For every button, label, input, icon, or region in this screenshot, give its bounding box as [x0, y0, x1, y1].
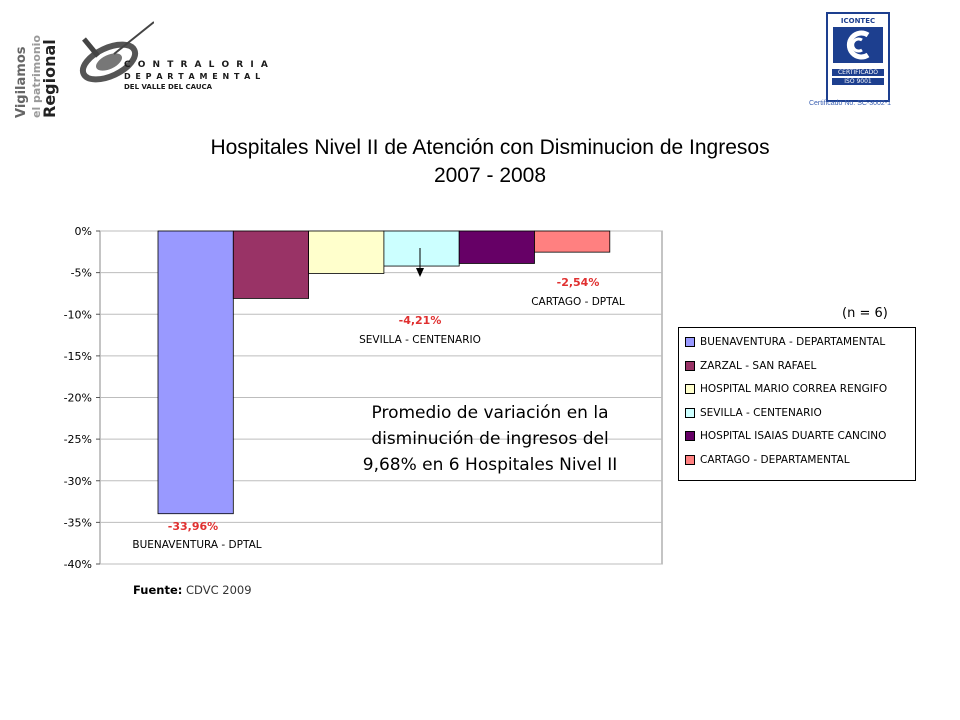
legend-item: [685, 381, 887, 397]
data-name-label: SEVILLA - CENTENARIO: [359, 334, 481, 346]
y-tick-label: -15%: [63, 349, 92, 363]
cert-caption: Certificado No. SC-3002-1: [808, 100, 892, 107]
vertical-slogan-3: Regional: [40, 39, 59, 118]
note-line-3: 9,68% en 6 Hospitales Nivel II: [362, 455, 618, 475]
legend-swatch: [685, 337, 695, 347]
bar: [459, 231, 534, 263]
legend-label: HOSPITAL MARIO CORREA RENGIFO: [700, 383, 888, 395]
data-value-label: -2,54%: [556, 276, 600, 289]
data-value-label: -4,21%: [398, 314, 442, 327]
legend-label: BUENAVENTURA - DEPARTAMENTAL: [700, 336, 886, 348]
legend-label: ZARZAL - SAN RAFAEL: [700, 359, 817, 372]
note-line-1: Promedio de variación en la: [371, 403, 609, 423]
y-tick-label: -10%: [63, 308, 92, 322]
cert-top-label: ICONTEC: [840, 17, 876, 25]
legend-swatch: [685, 384, 695, 394]
legend-swatch: [685, 455, 695, 465]
source-text: CDVC 2009: [186, 583, 252, 597]
legend-label: CARTAGO - DEPARTAMENTAL: [700, 453, 850, 466]
chart-title-line-1: Hospitales Nivel II de Atención con Disminucion de Ingresos: [210, 136, 770, 159]
y-tick-label: -40%: [63, 558, 92, 571]
bar: [309, 231, 384, 273]
y-tick-label: -5%: [70, 266, 92, 280]
legend-swatch: [685, 408, 695, 418]
y-tick-label: -25%: [63, 433, 92, 447]
org-line-2: D E P A R T A M E N T A L: [124, 72, 262, 81]
data-name-label: CARTAGO - DPTAL: [531, 296, 625, 308]
legend-item: [685, 428, 886, 444]
org-line-1: C O N T R A L O R I A: [124, 60, 270, 70]
average-note: [340, 400, 640, 478]
bar: [233, 231, 308, 298]
cert-mid-label: CERTIFICADO: [832, 69, 884, 76]
legend-swatch: [685, 431, 695, 441]
vertical-slogan-1: Vigilamos: [14, 46, 29, 118]
y-tick-label: -35%: [63, 516, 92, 530]
org-line-3: DEL VALLE DEL CAUCA: [124, 83, 213, 91]
note-line-2: disminución de ingresos del: [371, 429, 609, 449]
legend-item: [685, 452, 850, 468]
y-tick-label: -30%: [63, 474, 92, 488]
y-tick-label: -20%: [63, 391, 92, 405]
chart-title-line-2: 2007 - 2008: [433, 164, 547, 187]
bar: [384, 231, 459, 266]
source-label: Fuente:: [133, 583, 183, 597]
legend-item: [685, 358, 816, 374]
bar: [535, 231, 610, 252]
legend-item: [685, 405, 822, 421]
legend-item: [685, 334, 885, 350]
vertical-slogan-2: el patrimonio: [30, 35, 43, 118]
source-note: [133, 583, 252, 597]
bar: [158, 231, 233, 514]
legend-label: HOSPITAL ISAIAS DUARTE CANCINO: [700, 430, 887, 442]
data-name-label: BUENAVENTURA - DPTAL: [132, 539, 262, 551]
y-tick-label: 0%: [74, 225, 92, 238]
legend-label: SEVILLA - CENTENARIO: [700, 406, 822, 419]
legend-swatch: [685, 361, 695, 371]
sample-size-label: (n = 6): [842, 306, 888, 321]
cert-iso-label: ISO 9001: [832, 78, 884, 85]
chart-legend: [678, 327, 916, 481]
data-value-label: -33,96%: [167, 520, 219, 533]
